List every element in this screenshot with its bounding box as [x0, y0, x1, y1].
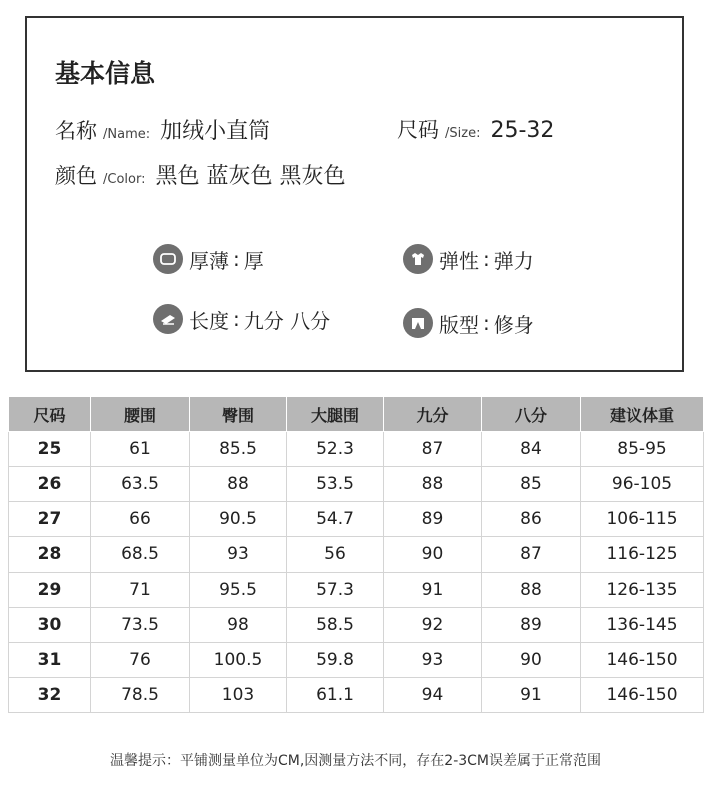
section-title: 基本信息 — [55, 59, 156, 88]
table-row — [9, 677, 704, 712]
size-table — [8, 396, 704, 713]
table-header-row — [9, 397, 704, 432]
cell-hip: 100.5 — [190, 642, 287, 677]
color-value: 黑色 蓝灰色 黑灰色 — [155, 164, 346, 189]
cell-waist: 73.5 — [91, 607, 190, 642]
cell-eight-tenths-length: 87 — [482, 537, 581, 572]
cell-nine-tenths-length: 94 — [384, 677, 482, 712]
table-row — [9, 642, 704, 677]
measurement-note: 温馨提示：平铺测量单位为CM,因测量方法不同，存在2-3CM误差属于正常范围 — [109, 753, 602, 769]
name-field — [55, 114, 270, 145]
header-waist: 腰围 — [91, 397, 190, 432]
cell-waist: 61 — [91, 432, 190, 467]
thickness-value: 厚 — [243, 248, 264, 273]
cell-eight-tenths-length: 89 — [482, 607, 581, 642]
thickness-attr — [153, 244, 264, 274]
length-value: 九分 八分 — [243, 308, 331, 333]
cell-size: 28 — [9, 537, 91, 572]
length-icon — [153, 304, 183, 334]
fit-value: 修身 — [493, 312, 534, 337]
cell-size: 30 — [9, 607, 91, 642]
color-label-en: /Color: — [103, 172, 146, 187]
table-row — [9, 572, 704, 607]
thickness-label: 厚薄 — [189, 248, 229, 273]
color-label: 颜色 — [55, 164, 97, 188]
cell-thigh: 61.1 — [287, 677, 384, 712]
header-nine-tenths-length: 九分 — [384, 397, 482, 432]
cell-waist: 63.5 — [91, 467, 190, 502]
cell-recommended-weight: 116-125 — [581, 537, 704, 572]
thickness-icon — [153, 244, 183, 274]
cell-size: 32 — [9, 677, 91, 712]
length-label: 长度 — [189, 308, 229, 333]
cell-thigh: 53.5 — [287, 467, 384, 502]
cell-nine-tenths-length: 87 — [384, 432, 482, 467]
cell-waist: 78.5 — [91, 677, 190, 712]
cell-recommended-weight: 146-150 — [581, 642, 704, 677]
cell-hip: 88 — [190, 467, 287, 502]
cell-hip: 103 — [190, 677, 287, 712]
cell-eight-tenths-length: 90 — [482, 642, 581, 677]
cell-hip: 85.5 — [190, 432, 287, 467]
cell-waist: 66 — [91, 502, 190, 537]
elasticity-icon — [403, 244, 433, 274]
fit-label: 版型 — [439, 312, 479, 337]
cell-nine-tenths-length: 90 — [384, 537, 482, 572]
thickness-sep: : — [233, 247, 240, 271]
cell-thigh: 54.7 — [287, 502, 384, 537]
elasticity-value: 弹力 — [493, 248, 534, 273]
table-row — [9, 502, 704, 537]
cell-hip: 93 — [190, 537, 287, 572]
cell-eight-tenths-length: 84 — [482, 432, 581, 467]
cell-nine-tenths-length: 92 — [384, 607, 482, 642]
cell-thigh: 52.3 — [287, 432, 384, 467]
cell-nine-tenths-length: 91 — [384, 572, 482, 607]
name-label: 名称 — [55, 119, 97, 143]
basic-info-panel — [25, 16, 684, 372]
size-label-en: /Size: — [445, 126, 481, 141]
cell-recommended-weight: 96-105 — [581, 467, 704, 502]
cell-thigh: 59.8 — [287, 642, 384, 677]
header-recommended-weight: 建议体重 — [581, 397, 704, 432]
cell-nine-tenths-length: 93 — [384, 642, 482, 677]
cell-waist: 68.5 — [91, 537, 190, 572]
cell-hip: 98 — [190, 607, 287, 642]
cell-size: 29 — [9, 572, 91, 607]
header-thigh: 大腿围 — [287, 397, 384, 432]
fit-attr — [403, 308, 534, 338]
cell-thigh: 56 — [287, 537, 384, 572]
cell-nine-tenths-length: 88 — [384, 467, 482, 502]
length-sep: : — [233, 307, 240, 331]
name-value: 加绒小直筒 — [160, 119, 271, 144]
cell-eight-tenths-length: 86 — [482, 502, 581, 537]
cell-eight-tenths-length: 91 — [482, 677, 581, 712]
fit-icon — [403, 308, 433, 338]
color-field — [55, 159, 345, 190]
table-row — [9, 607, 704, 642]
header-size: 尺码 — [9, 397, 91, 432]
size-label: 尺码 — [397, 118, 439, 142]
length-attr — [153, 304, 330, 334]
cell-recommended-weight: 85-95 — [581, 432, 704, 467]
cell-size: 25 — [9, 432, 91, 467]
table-row — [9, 432, 704, 467]
fit-sep: : — [483, 311, 490, 335]
table-row — [9, 467, 704, 502]
cell-hip: 90.5 — [190, 502, 287, 537]
elasticity-sep: : — [483, 247, 490, 271]
cell-waist: 76 — [91, 642, 190, 677]
cell-size: 26 — [9, 467, 91, 502]
cell-eight-tenths-length: 85 — [482, 467, 581, 502]
cell-recommended-weight: 136-145 — [581, 607, 704, 642]
cell-recommended-weight: 126-135 — [581, 572, 704, 607]
table-row — [9, 537, 704, 572]
size-value: 25-32 — [490, 118, 555, 143]
size-field — [397, 114, 554, 144]
cell-waist: 71 — [91, 572, 190, 607]
name-label-en: /Name: — [103, 127, 151, 142]
header-eight-tenths-length: 八分 — [482, 397, 581, 432]
cell-recommended-weight: 106-115 — [581, 502, 704, 537]
cell-size: 31 — [9, 642, 91, 677]
cell-eight-tenths-length: 88 — [482, 572, 581, 607]
cell-hip: 95.5 — [190, 572, 287, 607]
cell-nine-tenths-length: 89 — [384, 502, 482, 537]
cell-size: 27 — [9, 502, 91, 537]
table-body — [9, 432, 704, 713]
cell-recommended-weight: 146-150 — [581, 677, 704, 712]
elasticity-attr — [403, 244, 534, 274]
elasticity-label: 弹性 — [439, 248, 479, 273]
header-hip: 臀围 — [190, 397, 287, 432]
cell-thigh: 57.3 — [287, 572, 384, 607]
cell-thigh: 58.5 — [287, 607, 384, 642]
